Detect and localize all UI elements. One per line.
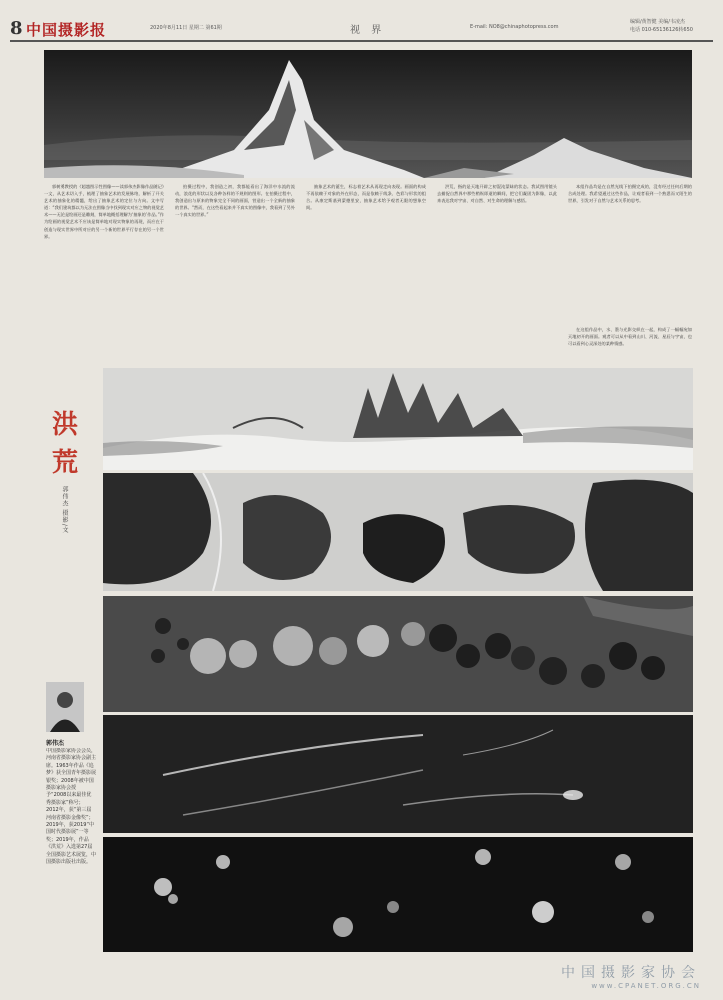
phone-line: 电话 010-65136126转650 — [630, 27, 693, 33]
section-title: 视 界 — [350, 25, 386, 36]
watermark-text: 中国摄影家协会 — [561, 965, 701, 981]
byline: 郭伟杰 摄影/文 — [61, 486, 68, 534]
article-column-4: 洪荒，指的是天地开辟之初混沌蒙昧的状态。我试图用镜头去捕捉自然界中那些稍纵即逝的瞬间，把它们凝固为影像，以此来表达我对宇宙、对自然、对生命的理解与感悟。 — [437, 184, 557, 204]
article-column-5: 本组作品均是在自然光线下拍摄完成的，没有经过任何后期的合成处理。我希望通过这些作品，让观者看到一个熟悉而又陌生的世界，引发对于自然与艺术关系的思考。 — [568, 184, 692, 204]
ink-bubbles-photo — [103, 596, 693, 712]
ink-streaks-photo — [103, 715, 693, 833]
article-column-1: 郭树勇教授的《超越图示性图像——读郭伟杰影像作品随记》一文，从艺术切入手，梳理了抽象艺术的发展脉络，解析了开关艺术的抽象化的精髓，给出了抽象艺术的定位与方向。文中写道：“我们建筑都以为无法在图像当中找到现实对应之物的视觉艺术——无论是绘画还是雕刻，简单地概括理解为‘抽象的’作品。”作为绘画的视觉艺术不应该是简单地对现实物象的再现，而应在于创造与现实世界中所对应的另一个新的世界平行存在的另一个世界。 — [44, 184, 164, 239]
title-char-2: 荒 — [52, 448, 79, 478]
watermark-logo — [561, 962, 701, 990]
page-number: 8 — [10, 18, 23, 39]
watermark-url: www.CPANET.ORG.CN — [591, 982, 701, 990]
author-bio: 中国摄影家协会会员，河南省摄影家协会副主席。1963年作品《追梦》获全国青年摄影展银奖；2008年被中国摄影家协会授予“2008以来最佳优秀摄影家”称号；2012年，获“第三届河南省摄影金像奖”；2019年，获2019“中国时代摄影展”一等奖；2019年，作品《洪荒》入选第27届全国摄影艺术展览，中国摄影出版社出版。 — [46, 748, 96, 866]
issue-date: 2020年8月11日 星期二 第61期 — [150, 25, 222, 31]
author-photo — [46, 682, 84, 732]
newspaper-name: 中国摄影报 — [26, 21, 107, 39]
editor-line: 编辑/黄智健 美编/韦凌杰 — [630, 19, 685, 25]
article-column-6: 在这组作品中，水、墨与光影交织在一起，构成了一幅幅宛如天地初开的画面。观者可以从中看到山川、河流、星辰与宇宙，也可以看到心灵深处的某种情感。 — [568, 327, 692, 347]
contact-email: E-mail: NO8@chinaphotopress.com — [470, 24, 559, 30]
ink-landscape-photo — [103, 368, 693, 470]
title-char-1: 洪 — [52, 410, 79, 440]
ink-splash-photo — [103, 837, 693, 952]
article-column-2: 拍摄过程中，我创造之初，我都能看出了海洋中水流的流动，浪花的形状以及各种各样的不规则的图形。在拍摄过程中，我创造出与原来的物象完全不同的画面，营造出一个全新的抽象的世界。“然而，在这些看起来并不真实的图像中，我看到了另外一个真实的世界。” — [175, 184, 295, 218]
editor-info — [630, 18, 693, 34]
ink-waves-photo — [103, 473, 693, 591]
mountain-photo — [44, 50, 692, 178]
page-header — [10, 18, 713, 42]
author-name: 郭伟杰 — [46, 740, 65, 747]
article-title — [52, 410, 86, 478]
article-column-3: 抽象艺术的诞生，标志着艺术从再现走向表现。画面的构成不再依赖于对象的外在形态，而是依赖于线条、色彩与形状的组合。从康定斯基到蒙德里安，抽象艺术给予观者无限的想象空间。 — [306, 184, 426, 211]
